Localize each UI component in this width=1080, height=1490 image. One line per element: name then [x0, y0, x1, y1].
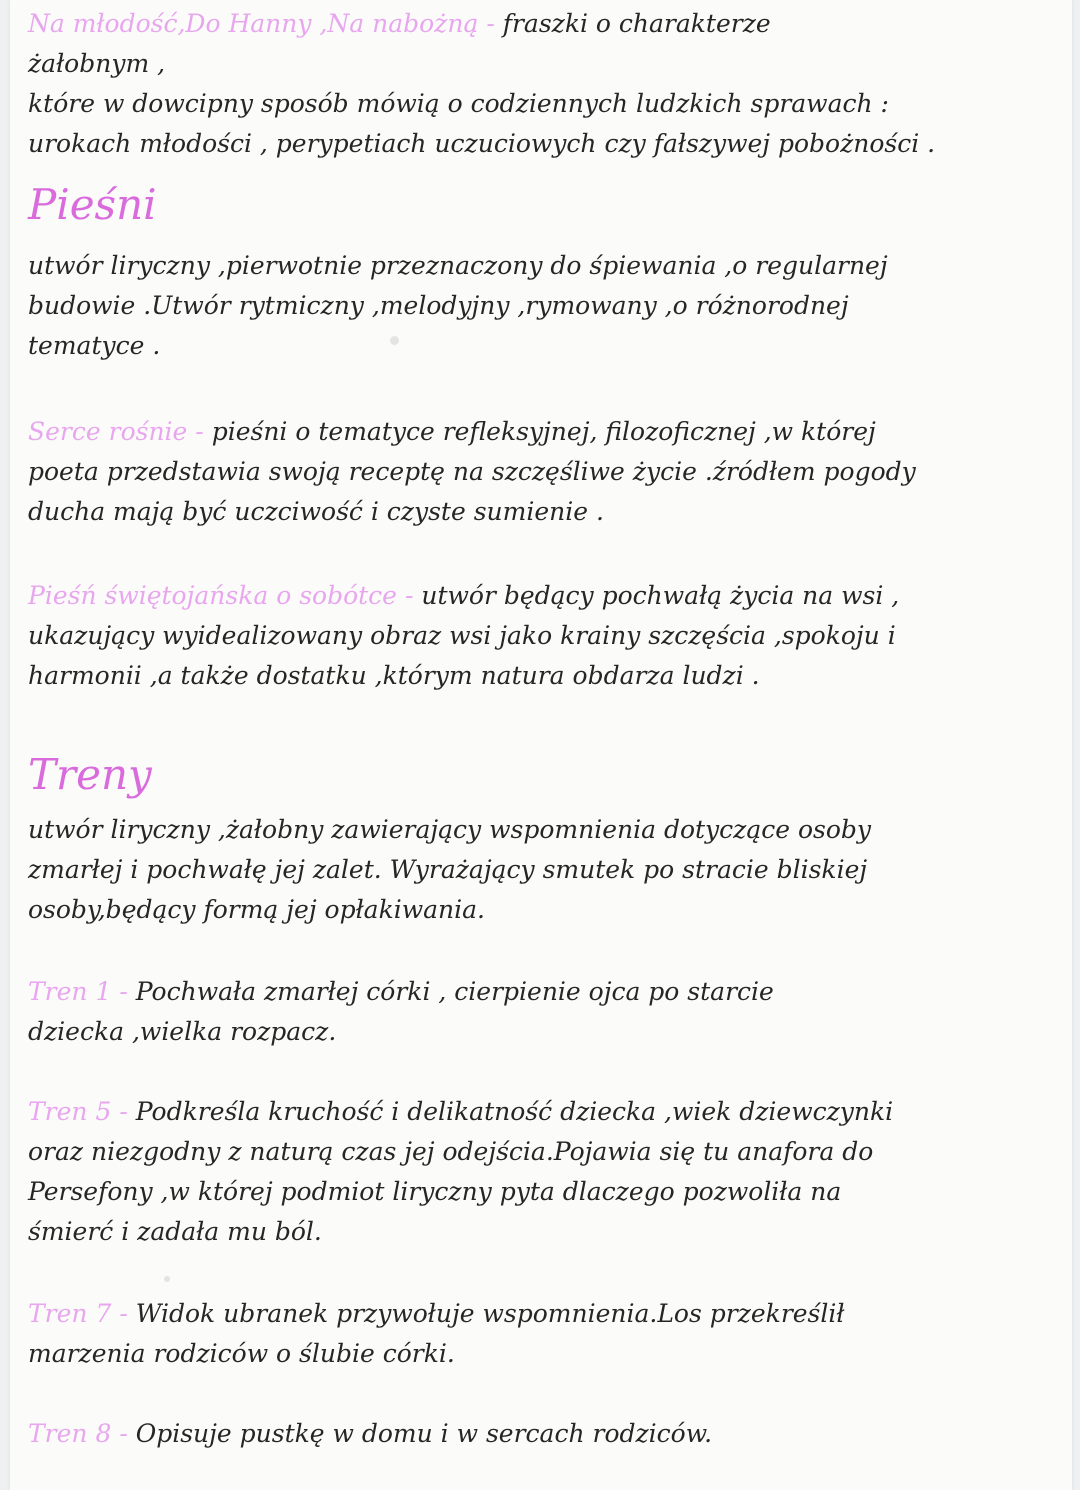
tren-8-label: Tren 8 [28, 1419, 112, 1448]
swietojanska-dash: - [404, 581, 414, 610]
fraszki-dash: - [486, 9, 495, 38]
swietojanska-note [28, 576, 1058, 696]
treny-def-line-1: utwór liryczny ,żałobny zawierający wspomnienia dotyczące osoby [28, 815, 872, 844]
treny-definition [28, 810, 1058, 930]
piesni-def-line-1: utwór liryczny ,pierwotnie przeznaczony do śpiewania ,o regularnej [28, 251, 888, 280]
tren-7-line-1 [28, 1294, 1058, 1334]
tren-1-line-2: dziecka ,wielka rozpacz. [28, 1017, 337, 1046]
fraszki-line-2: żałobnym , [28, 49, 166, 78]
paper-speck [164, 1276, 170, 1282]
tren-8-dash: - [119, 1419, 128, 1448]
fraszki-line-3: które w dowcipny sposób mówią o codziennych ludzkich sprawach : [28, 89, 889, 118]
fraszki-note [28, 4, 1058, 164]
tren-5-line-2: oraz niezgodny z naturą czas jej odejścia.Pojawia się tu anafora do [28, 1137, 874, 1166]
tren-8-line-1-text: Opisuje pustkę w domu i w sercach rodziców. [135, 1419, 713, 1448]
serce-line-1 [28, 412, 1058, 452]
swietojanska-label: Pieśń świętojańska o sobótce [28, 581, 397, 610]
serce-rosnie-label: Serce rośnie [28, 417, 188, 446]
swietojanska-line-2: ukazujący wyidealizowany obraz wsi jako krainy szczęścia ,spokoju i [28, 621, 896, 650]
serce-line-2: poeta przedstawia swoją receptę na szczęśliwe życie .źródłem pogody [28, 457, 916, 486]
serce-dash: - [195, 417, 204, 446]
tren-5-line-3: Persefony ,w której podmiot liryczny pyta dlaczego pozwoliła na [28, 1177, 842, 1206]
tren-1-dash: - [119, 977, 128, 1006]
serce-rosnie-note [28, 412, 1058, 532]
tren-5-line-1 [28, 1092, 1058, 1132]
tren-7-label: Tren 7 [28, 1299, 112, 1328]
tren-7-dash: - [119, 1299, 128, 1328]
tren-7-note [28, 1294, 1058, 1374]
tren-7-line-2: marzenia rodziców o ślubie córki. [28, 1339, 455, 1368]
treny-heading: Treny [28, 750, 152, 799]
tren-1-line-1 [28, 972, 1058, 1012]
tren-1-note [28, 972, 1058, 1052]
swietojanska-line-1-text: utwór będący pochwałą życia na wsi , [421, 581, 900, 610]
serce-line-1-text: pieśni o tematyce refleksyjnej, filozoficznej ,w której [211, 417, 876, 446]
fraszki-line-1-text: fraszki o charakterze [502, 9, 771, 38]
paper-speck [390, 336, 399, 345]
fraszki-titles-label: Na młodość,Do Hanny ,Na nabożną [28, 9, 479, 38]
tren-8-line-1 [28, 1414, 1058, 1454]
notebook-page [10, 0, 1072, 1490]
tren-8-note [28, 1414, 1058, 1454]
treny-def-line-3: osoby,będący formą jej opłakiwania. [28, 895, 485, 924]
piesni-def-line-2: budowie .Utwór rytmiczny ,melodyjny ,rymowany ,o różnorodnej [28, 291, 849, 320]
tren-5-note [28, 1092, 1058, 1252]
tren-1-line-1-text: Pochwała zmarłej córki , cierpienie ojca po starcie [135, 977, 774, 1006]
tren-5-dash: - [119, 1097, 128, 1126]
fraszki-line-4: urokach młodości , perypetiach uczuciowych czy fałszywej pobożności . [28, 129, 936, 158]
treny-def-line-2: zmarłej i pochwałę jej zalet. Wyrażający smutek po stracie bliskiej [28, 855, 868, 884]
swietojanska-line-3: harmonii ,a także dostatku ,którym natura obdarza ludzi . [28, 661, 760, 690]
tren-5-line-1-text: Podkreśla kruchość i delikatność dziecka ,wiek dziewczynki [135, 1097, 894, 1126]
tren-7-line-1-text: Widok ubranek przywołuje wspomnienia.Los przekreślił [135, 1299, 845, 1328]
piesni-definition [28, 246, 1058, 366]
swietojanska-line-1 [28, 576, 1058, 616]
tren-5-label: Tren 5 [28, 1097, 112, 1126]
piesni-def-line-3: tematyce . [28, 331, 161, 360]
piesni-heading: Pieśni [28, 180, 157, 229]
tren-5-line-4: śmierć i zadała mu ból. [28, 1217, 322, 1246]
serce-line-3: ducha mają być uczciwość i czyste sumienie . [28, 497, 604, 526]
fraszki-line-1 [28, 4, 1058, 44]
tren-1-label: Tren 1 [28, 977, 112, 1006]
